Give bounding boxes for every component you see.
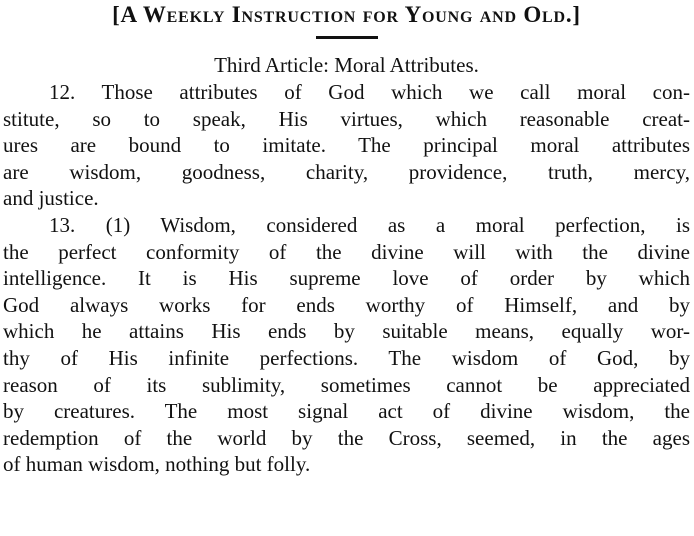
heading-divider (316, 36, 378, 39)
article-heading: Third Article: Moral Attributes. (214, 53, 479, 77)
text-line: of human wisdom, nothing but folly. (3, 452, 311, 477)
text-line: redemption of the world by the Cross, seemed, in the ages (3, 425, 690, 450)
text-line: are wisdom, goodness, charity, providence, truth, mercy, (3, 159, 690, 184)
paragraph-12 (3, 79, 690, 212)
text-line: stitute, so to speak, His virtues, which reasonable creat- (3, 106, 690, 131)
text-line: which he attains His ends by suitable means, equally wor- (3, 319, 690, 344)
text-line: 13. (1) Wisdom, considered as a moral perfection, is (49, 212, 690, 237)
text-line: God always works for ends worthy of Himself, and by (3, 292, 690, 317)
text-line: intelligence. It is His supreme love of order by which (3, 266, 690, 291)
paragraph-13 (3, 212, 690, 478)
masthead-title: [A Weekly Instruction for Young and Old.] (112, 2, 581, 27)
text-line: the perfect conformity of the divine will with the divine (3, 239, 690, 264)
text-line: ures are bound to imitate. The principal moral attributes (3, 133, 690, 158)
text-line: thy of His infinite perfections. The wisdom of God, by (3, 345, 690, 370)
text-line: 12. Those attributes of God which we call moral con- (49, 80, 690, 104)
text-line: by creatures. The most signal act of divine wisdom, the (3, 399, 690, 424)
text-line: reason of its sublimity, sometimes cannot be appreciated (3, 372, 690, 397)
text-line: and justice. (3, 186, 99, 211)
